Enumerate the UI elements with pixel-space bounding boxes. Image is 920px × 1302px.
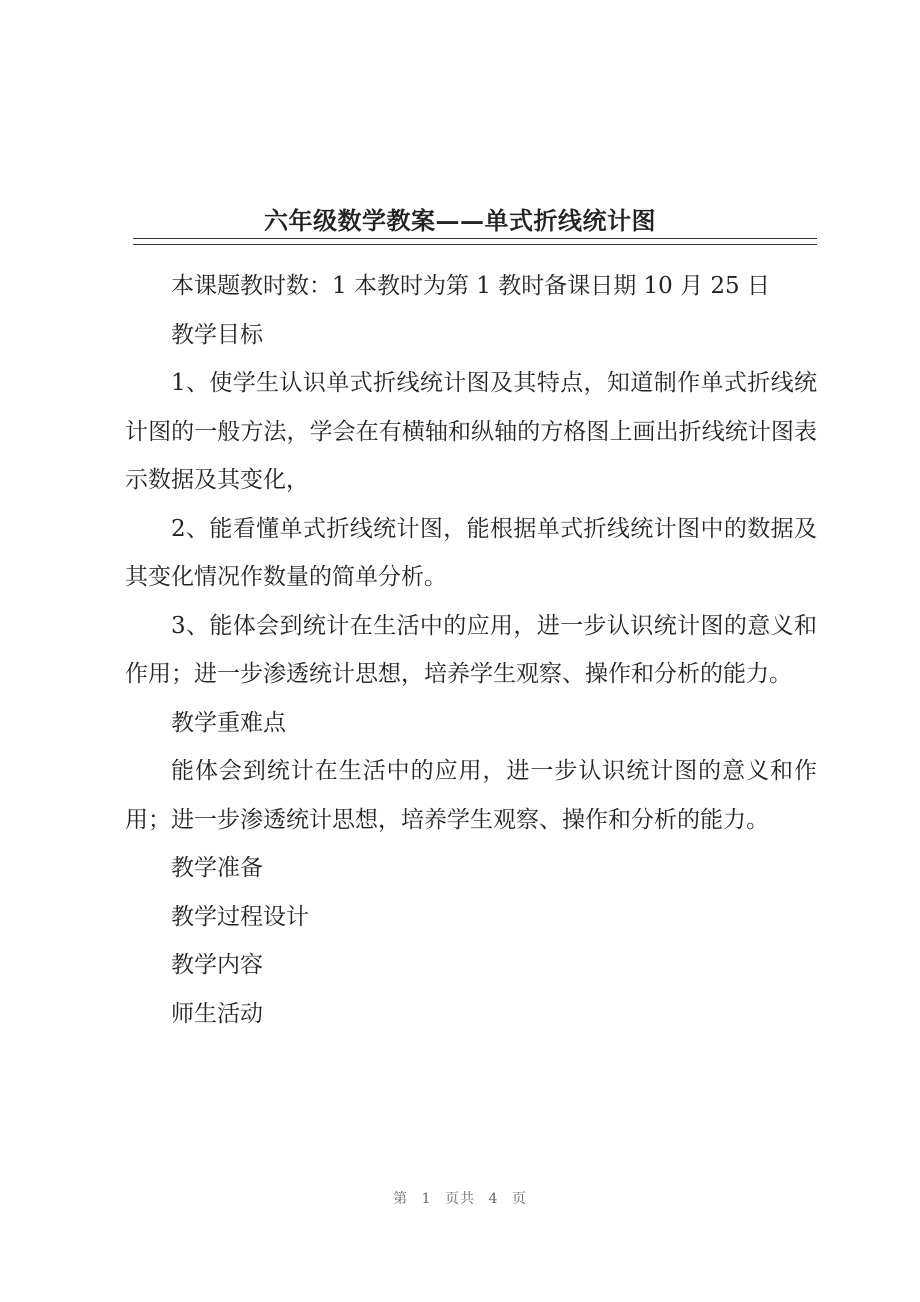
objective-paragraph-1: 1、使学生认识单式折线统计图及其特点，知道制作单式折线统计图的一般方法，学会在有横轴和纵轴的方格图上画出折线统计图表示数据及其变化，	[125, 370, 817, 493]
page-footer	[0, 1188, 920, 1208]
page-label-prefix: 第	[393, 1191, 409, 1207]
section-heading-content: 教学内容	[171, 952, 263, 978]
document-body	[125, 262, 817, 1038]
title-double-rule	[133, 238, 817, 245]
section-heading-process: 教学过程设计	[171, 903, 309, 930]
objective-paragraph-3: 3、能体会到统计在生活中的应用，进一步认识统计图的意义和作用；进一步渗透统计思想，培养学生观察、操作和分析的能力。	[125, 612, 817, 687]
document-title: 六年级数学教案——单式折线统计图	[264, 206, 656, 236]
total-pages-number: 4	[488, 1191, 499, 1207]
page-label-middle: 页共	[445, 1191, 475, 1207]
key-points-paragraph: 能体会到统计在生活中的应用，进一步认识统计图的意义和作用；进一步渗透统计思想，培养学生观察、操作和分析的能力。	[125, 758, 817, 833]
section-heading-key-points: 教学重难点	[171, 709, 286, 736]
current-page-number: 1	[421, 1191, 432, 1207]
section-heading-activities: 师生活动	[171, 1000, 263, 1027]
objective-paragraph-2: 2、能看懂单式折线统计图，能根据单式折线统计图中的数据及其变化情况作数量的简单分析。	[125, 515, 817, 590]
lesson-info-paragraph: 本课题教时数：1 本教时为第 1 教时备课日期 10 月 25 日	[171, 273, 770, 299]
section-heading-preparation: 教学准备	[171, 855, 263, 881]
section-heading-objectives: 教学目标	[171, 321, 263, 348]
page-label-suffix: 页	[511, 1191, 527, 1207]
